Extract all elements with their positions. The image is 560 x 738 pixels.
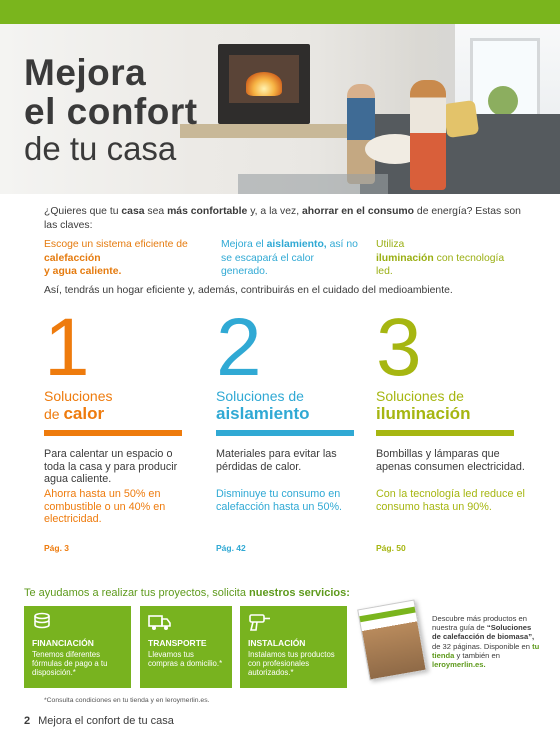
solution-description: Para calentar un espacio o toda la casa y para producir agua caliente. — [44, 448, 178, 485]
truck-icon — [148, 612, 172, 632]
solution-column-insulation — [216, 302, 376, 423]
intro-part: ¿Quieres que tu — [44, 206, 122, 217]
guide-cover-band — [359, 607, 415, 623]
title-line-2: el confort — [24, 91, 198, 132]
service-text: Tenemos diferentes fórmulas de pago a tu disposición.* — [32, 650, 108, 677]
divider-bar-orange — [44, 430, 182, 436]
biomass-guide-cover[interactable] — [357, 600, 427, 681]
service-name: INSTALACIÓN — [248, 638, 306, 648]
key-text: Escoge un sistema eficiente de — [44, 239, 188, 250]
guide-title: “Soluciones de calefacción de biomasa”, — [432, 623, 535, 642]
divider-bar-blue — [216, 430, 354, 436]
summary-text: Así, tendrás un hogar eficiente y, además, contribuirás en el cuidado del medioambiente. — [44, 285, 453, 296]
hero-fire — [246, 72, 282, 96]
key-text: así no se escapará el calor generado. — [221, 239, 358, 277]
intro-part: sea — [144, 206, 168, 217]
service-text: Instalamos tus productos con profesionales autorizados.* — [248, 650, 335, 677]
solution-savings: Disminuye tu consumo en calefacción hasta un 50%. — [216, 488, 343, 513]
intro-part: de energía? Estas son las claves: — [44, 206, 521, 231]
key-text: Utiliza — [376, 239, 405, 250]
solution-title-pre: Soluciones — [44, 388, 113, 404]
coins-icon — [32, 612, 56, 632]
solution-title-pre: Soluciones de — [216, 388, 304, 404]
title-line-1: Mejora — [24, 52, 147, 93]
guide-store-link[interactable]: tu tienda — [432, 641, 540, 660]
hero-child-girl — [410, 80, 446, 190]
page-number: 2 — [24, 715, 31, 727]
solution-number: 2 — [216, 302, 262, 393]
intro-text — [44, 205, 524, 233]
drill-icon — [248, 612, 272, 632]
key-lighting — [376, 238, 516, 279]
guide-web-link[interactable]: leroymerlin.es. — [432, 660, 486, 670]
hero-table — [238, 174, 388, 194]
page-footer — [24, 715, 174, 727]
intro-bold: ahorrar en el consumo — [302, 206, 415, 217]
solution-title — [216, 388, 376, 423]
hero-image — [0, 24, 560, 194]
services-heading — [24, 587, 350, 599]
key-bold: iluminación — [376, 252, 434, 264]
solution-title — [376, 388, 536, 423]
key-insulation — [221, 238, 361, 279]
intro-part: y, a la vez, — [247, 206, 302, 217]
page-link-insulation[interactable]: Pág. 42 — [216, 543, 246, 553]
key-text: Mejora el — [221, 239, 267, 250]
intro-bold: casa — [121, 206, 145, 217]
solution-number: 1 — [44, 302, 90, 393]
guide-text: de 32 páginas. Disponible en — [432, 641, 533, 651]
hero-mantel — [180, 124, 370, 138]
key-bold: aislamiento, — [266, 239, 327, 250]
solution-title-de: de — [44, 406, 64, 422]
guide-text: Descubre más productos en nuestra guía de — [432, 614, 527, 633]
top-green-band — [0, 0, 560, 24]
hero-plant — [488, 86, 518, 116]
key-text: con tecnología led. — [376, 252, 505, 277]
intro-bold: más confortable — [167, 206, 248, 217]
solution-savings: Ahorra hasta un 50% en combustible o un 40% en electricidad. — [44, 488, 166, 525]
service-name: FINANCIACIÓN — [32, 638, 94, 648]
solution-savings: Con la tecnología led reduce el consumo hasta un 90%. — [376, 488, 525, 513]
solution-description: Bombillas y lámparas que apenas consumen electricidad. — [376, 448, 525, 473]
footer-title: Mejora el confort de tu casa — [38, 715, 174, 727]
solution-number: 3 — [376, 302, 422, 393]
solution-title-highlight: aislamiento — [216, 404, 310, 423]
services-heading-text: Te ayudamos a realizar tus proyectos, solicita — [24, 587, 249, 599]
footnote: *Consulta condiciones en tu tienda y en leroymerlin.es. — [44, 697, 210, 704]
title-line-3: de tu casa — [24, 130, 177, 167]
service-transport[interactable] — [140, 606, 232, 688]
service-text: Llevamos tus compras a domicilio.* — [148, 650, 223, 668]
divider-bar-green — [376, 430, 514, 436]
solution-column-lighting — [376, 302, 536, 423]
guide-text: y también en — [454, 650, 500, 660]
hero-pillow — [443, 100, 479, 138]
service-installation[interactable] — [240, 606, 347, 688]
solution-title-highlight: calor — [63, 404, 105, 423]
page-title — [24, 54, 198, 165]
solution-column-heat — [44, 302, 204, 423]
key-bold: calefacción — [44, 252, 101, 264]
page-link-lighting[interactable]: Pág. 50 — [376, 543, 406, 553]
hero-child-boy — [347, 84, 375, 184]
solution-description: Materiales para evitar las pérdidas de calor. — [216, 448, 337, 473]
service-financing[interactable] — [24, 606, 131, 688]
solution-title-highlight: iluminación — [376, 404, 471, 423]
key-heating — [44, 238, 204, 279]
service-name: TRANSPORTE — [148, 638, 207, 648]
solution-title — [44, 388, 204, 423]
services-heading-bold: nuestros servicios: — [249, 587, 350, 599]
page-link-heat[interactable]: Pág. 3 — [44, 543, 70, 553]
key-bold: y agua caliente. — [44, 266, 122, 277]
solution-title-pre: Soluciones de — [376, 388, 464, 404]
guide-promo-text — [432, 614, 542, 669]
